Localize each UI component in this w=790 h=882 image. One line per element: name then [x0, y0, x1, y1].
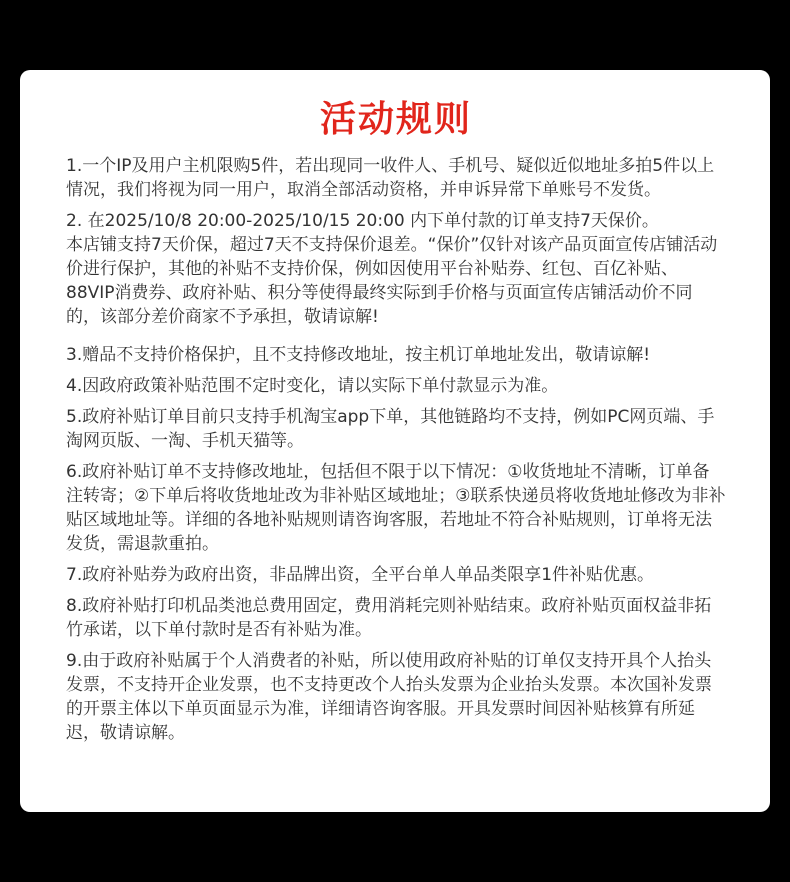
rule-item-3: 3.赠品不支持价格保护，且不支持修改地址，按主机订单地址发出，敬请谅解! — [66, 345, 651, 365]
rule-item-8: 8.政府补贴打印机品类池总费用固定，费用消耗完则补贴结束。政府补贴页面权益非拓竹承诺，以下单付款时是否有补贴为准。 — [66, 596, 712, 640]
rule-item-6: 6.政府补贴订单不支持修改地址，包括但不限于以下情况：①收货地址不清晰，订单备注转寄；②下单后将收货地址改为非补贴区域地址；③联系快递员将收货地址修改为非补贴区域地址等。详细的各地补贴规则请咨询客服，若地址不符合补贴规则，订单将无法发货，需退款重拍。 — [66, 462, 726, 554]
rules-list — [66, 154, 726, 745]
rule-item-7: 7.政府补贴券为政府出资，非品牌出资，全平台单人单品类限享1件补贴优惠。 — [66, 565, 655, 585]
rules-card — [20, 70, 770, 812]
rule-item-9: 9.由于政府补贴属于个人消费者的补贴，所以使用政府补贴的订单仅支持开具个人抬头发票，不支持开企业发票，也不支持更改个人抬头发票为企业抬头发票。本次国补发票的开票主体以下单页面显示为准，详细请咨询客服。开具发票时间因补贴核算有所延迟，敬请谅解。 — [66, 651, 712, 743]
page-title: 活动规则 — [319, 99, 472, 140]
rule-item-2: 2. 在2025/10/8 20:00-2025/10/15 20:00 内下单付款的订单支持7天保价。 本店铺支持7天价保，超过7天不支持保价退差。“保价”仅针对该产品页面宣传店铺活动价进行保护，其他的补贴不支持价保，例如因使用平台补贴券、红包、百亿补贴、88VIP消费券、政府补贴、积分等使得最终实际到手价格与页面宣传店铺活动价不同的，该部分差价商家不予承担，敬请谅解! — [66, 211, 718, 327]
rule-item-4: 4.因政府政策补贴范围不定时变化，请以实际下单付款显示为准。 — [66, 376, 559, 396]
rule-item-1: 1.一个IP及用户主机限购5件，若出现同一收件人、手机号、疑似近似地址多拍5件以上情况，我们将视为同一用户，取消全部活动资格，并申诉异常下单账号不发货。 — [66, 156, 715, 200]
rule-item-5: 5.政府补贴订单目前只支持手机淘宝app下单，其他链路均不支持，例如PC网页端、手淘网页版、一淘、手机天猫等。 — [66, 407, 715, 451]
